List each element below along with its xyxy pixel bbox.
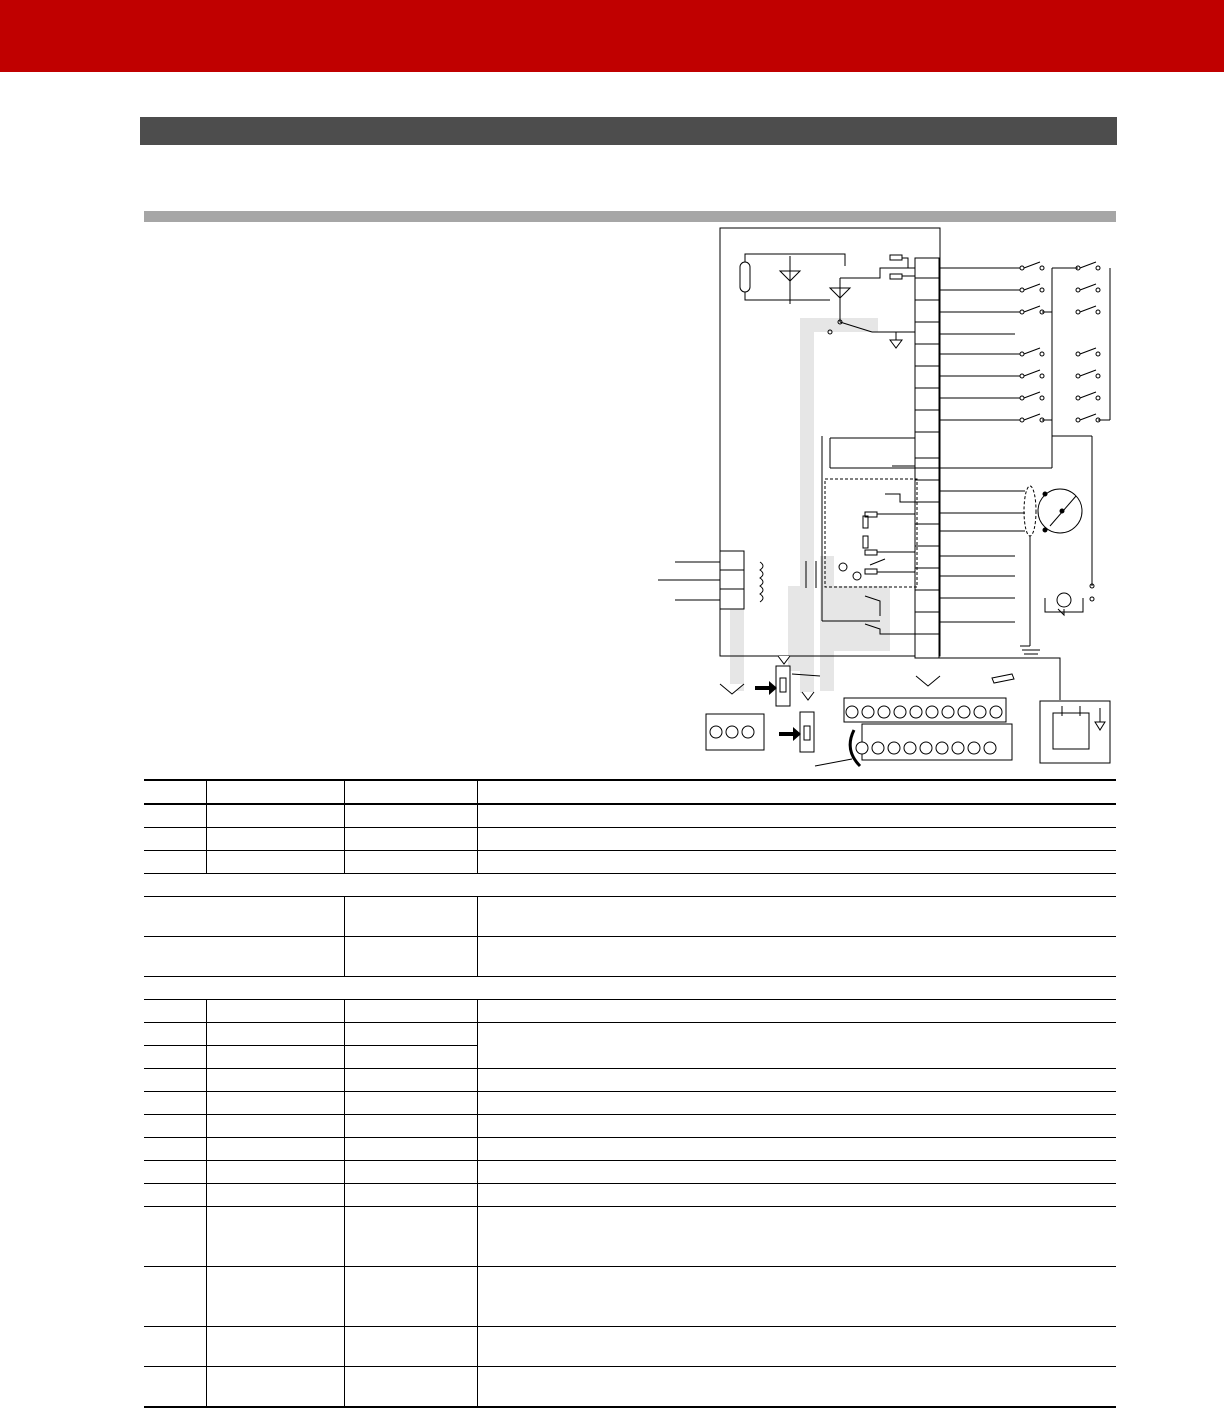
table-cell	[206, 1327, 344, 1367]
table-cell	[477, 1161, 1116, 1184]
shaded-bands	[730, 318, 890, 693]
table-cell	[206, 828, 344, 851]
table-header-row	[144, 780, 1116, 804]
header-cell	[344, 780, 477, 804]
table-cell	[344, 804, 477, 828]
table-cell	[144, 1161, 206, 1184]
table-cell	[344, 1327, 477, 1367]
table-cell	[144, 1367, 206, 1408]
table-row	[144, 1092, 1116, 1115]
table-row	[144, 1161, 1116, 1184]
table-cell	[144, 1069, 206, 1092]
table-cell	[477, 1092, 1116, 1115]
table-cell	[344, 1092, 477, 1115]
top-brand-bar	[0, 0, 1224, 72]
table-cell	[144, 1138, 206, 1161]
table-cell	[477, 1367, 1116, 1408]
table-cell	[144, 851, 206, 874]
table-cell	[206, 1023, 344, 1046]
table-cell	[206, 1138, 344, 1161]
table-cell	[144, 1207, 206, 1267]
table-cell	[344, 897, 477, 937]
subsection-title-bar	[144, 211, 1116, 222]
table-cell	[477, 1327, 1116, 1367]
table-cell	[477, 1000, 1116, 1023]
table-row	[144, 1023, 1116, 1046]
table-cell	[206, 1069, 344, 1092]
table-row	[144, 1367, 1116, 1408]
table-cell	[477, 1069, 1116, 1092]
table-row	[144, 1000, 1116, 1023]
table-cell	[206, 1000, 344, 1023]
table-row	[144, 1115, 1116, 1138]
table-cell	[206, 1207, 344, 1267]
header-cell	[206, 780, 344, 804]
wiring-diagram-svg	[640, 226, 1130, 786]
table-cell	[477, 897, 1116, 937]
table-cell	[344, 1267, 477, 1327]
table-cell	[144, 1092, 206, 1115]
table-cell	[344, 1069, 477, 1092]
group-cell	[144, 977, 1116, 1000]
table-cell	[206, 1046, 344, 1069]
table-cell	[144, 1000, 206, 1023]
table-cell	[344, 1161, 477, 1184]
table-cell	[206, 804, 344, 828]
table-cell	[144, 1267, 206, 1327]
table-row	[144, 804, 1116, 828]
table-cell	[206, 1267, 344, 1327]
table-cell	[206, 1184, 344, 1207]
terminal-strip-upper	[915, 258, 939, 458]
terminal-block-icon	[706, 714, 764, 750]
terminal-description-table	[144, 779, 1116, 1408]
table-cell	[206, 1115, 344, 1138]
table-row	[144, 1207, 1116, 1267]
table-row	[144, 1267, 1116, 1327]
table-cell	[144, 1327, 206, 1367]
table-row	[144, 828, 1116, 851]
table-cell	[344, 1000, 477, 1023]
table-cell	[344, 1184, 477, 1207]
table-cell	[144, 897, 344, 937]
table-cell	[206, 1367, 344, 1408]
table-cell	[477, 937, 1116, 977]
table-cell	[144, 828, 206, 851]
table-row	[144, 851, 1116, 874]
table-cell	[144, 1184, 206, 1207]
table-cell	[206, 851, 344, 874]
table-group-row	[144, 874, 1116, 897]
table-cell	[344, 851, 477, 874]
table-row	[144, 1184, 1116, 1207]
external-switch-icons	[830, 262, 1110, 586]
terminal-strip-lower	[915, 458, 939, 658]
optocoupler-icon	[740, 254, 915, 348]
table-group-row	[144, 977, 1116, 1000]
table-cell	[477, 1184, 1116, 1207]
table-cell	[144, 804, 206, 828]
potentiometer-icon	[939, 486, 1094, 658]
table-cell	[344, 1023, 477, 1046]
table-cell	[477, 1267, 1116, 1327]
table-cell	[477, 1207, 1116, 1267]
table-row	[144, 1327, 1116, 1367]
table-cell	[477, 1138, 1116, 1161]
table-cell	[477, 1023, 1116, 1069]
table-cell	[144, 1023, 206, 1046]
header-cell	[144, 780, 206, 804]
table-row	[144, 937, 1116, 977]
table-cell	[344, 1367, 477, 1408]
table-row	[144, 897, 1116, 937]
table-cell	[477, 851, 1116, 874]
table-row	[144, 1138, 1116, 1161]
table-cell	[344, 1115, 477, 1138]
section-title-bar	[140, 117, 1117, 145]
table-cell	[206, 1161, 344, 1184]
group-cell	[144, 874, 1116, 897]
table-cell	[144, 1115, 206, 1138]
control-terminal-block-icon	[815, 674, 1014, 766]
table-cell	[477, 828, 1116, 851]
table-cell	[344, 828, 477, 851]
header-cell	[477, 780, 1116, 804]
table-cell	[144, 937, 344, 977]
control-terminal-wiring-diagram	[640, 226, 1130, 786]
table-cell	[344, 1046, 477, 1069]
table-cell	[206, 1092, 344, 1115]
table-cell	[344, 937, 477, 977]
relay-terminal-block	[720, 551, 744, 609]
table-cell	[344, 1138, 477, 1161]
table-cell	[344, 1207, 477, 1267]
table-cell	[477, 1115, 1116, 1138]
table-row	[144, 1069, 1116, 1092]
table-cell	[477, 804, 1116, 828]
table-cell	[144, 1046, 206, 1069]
